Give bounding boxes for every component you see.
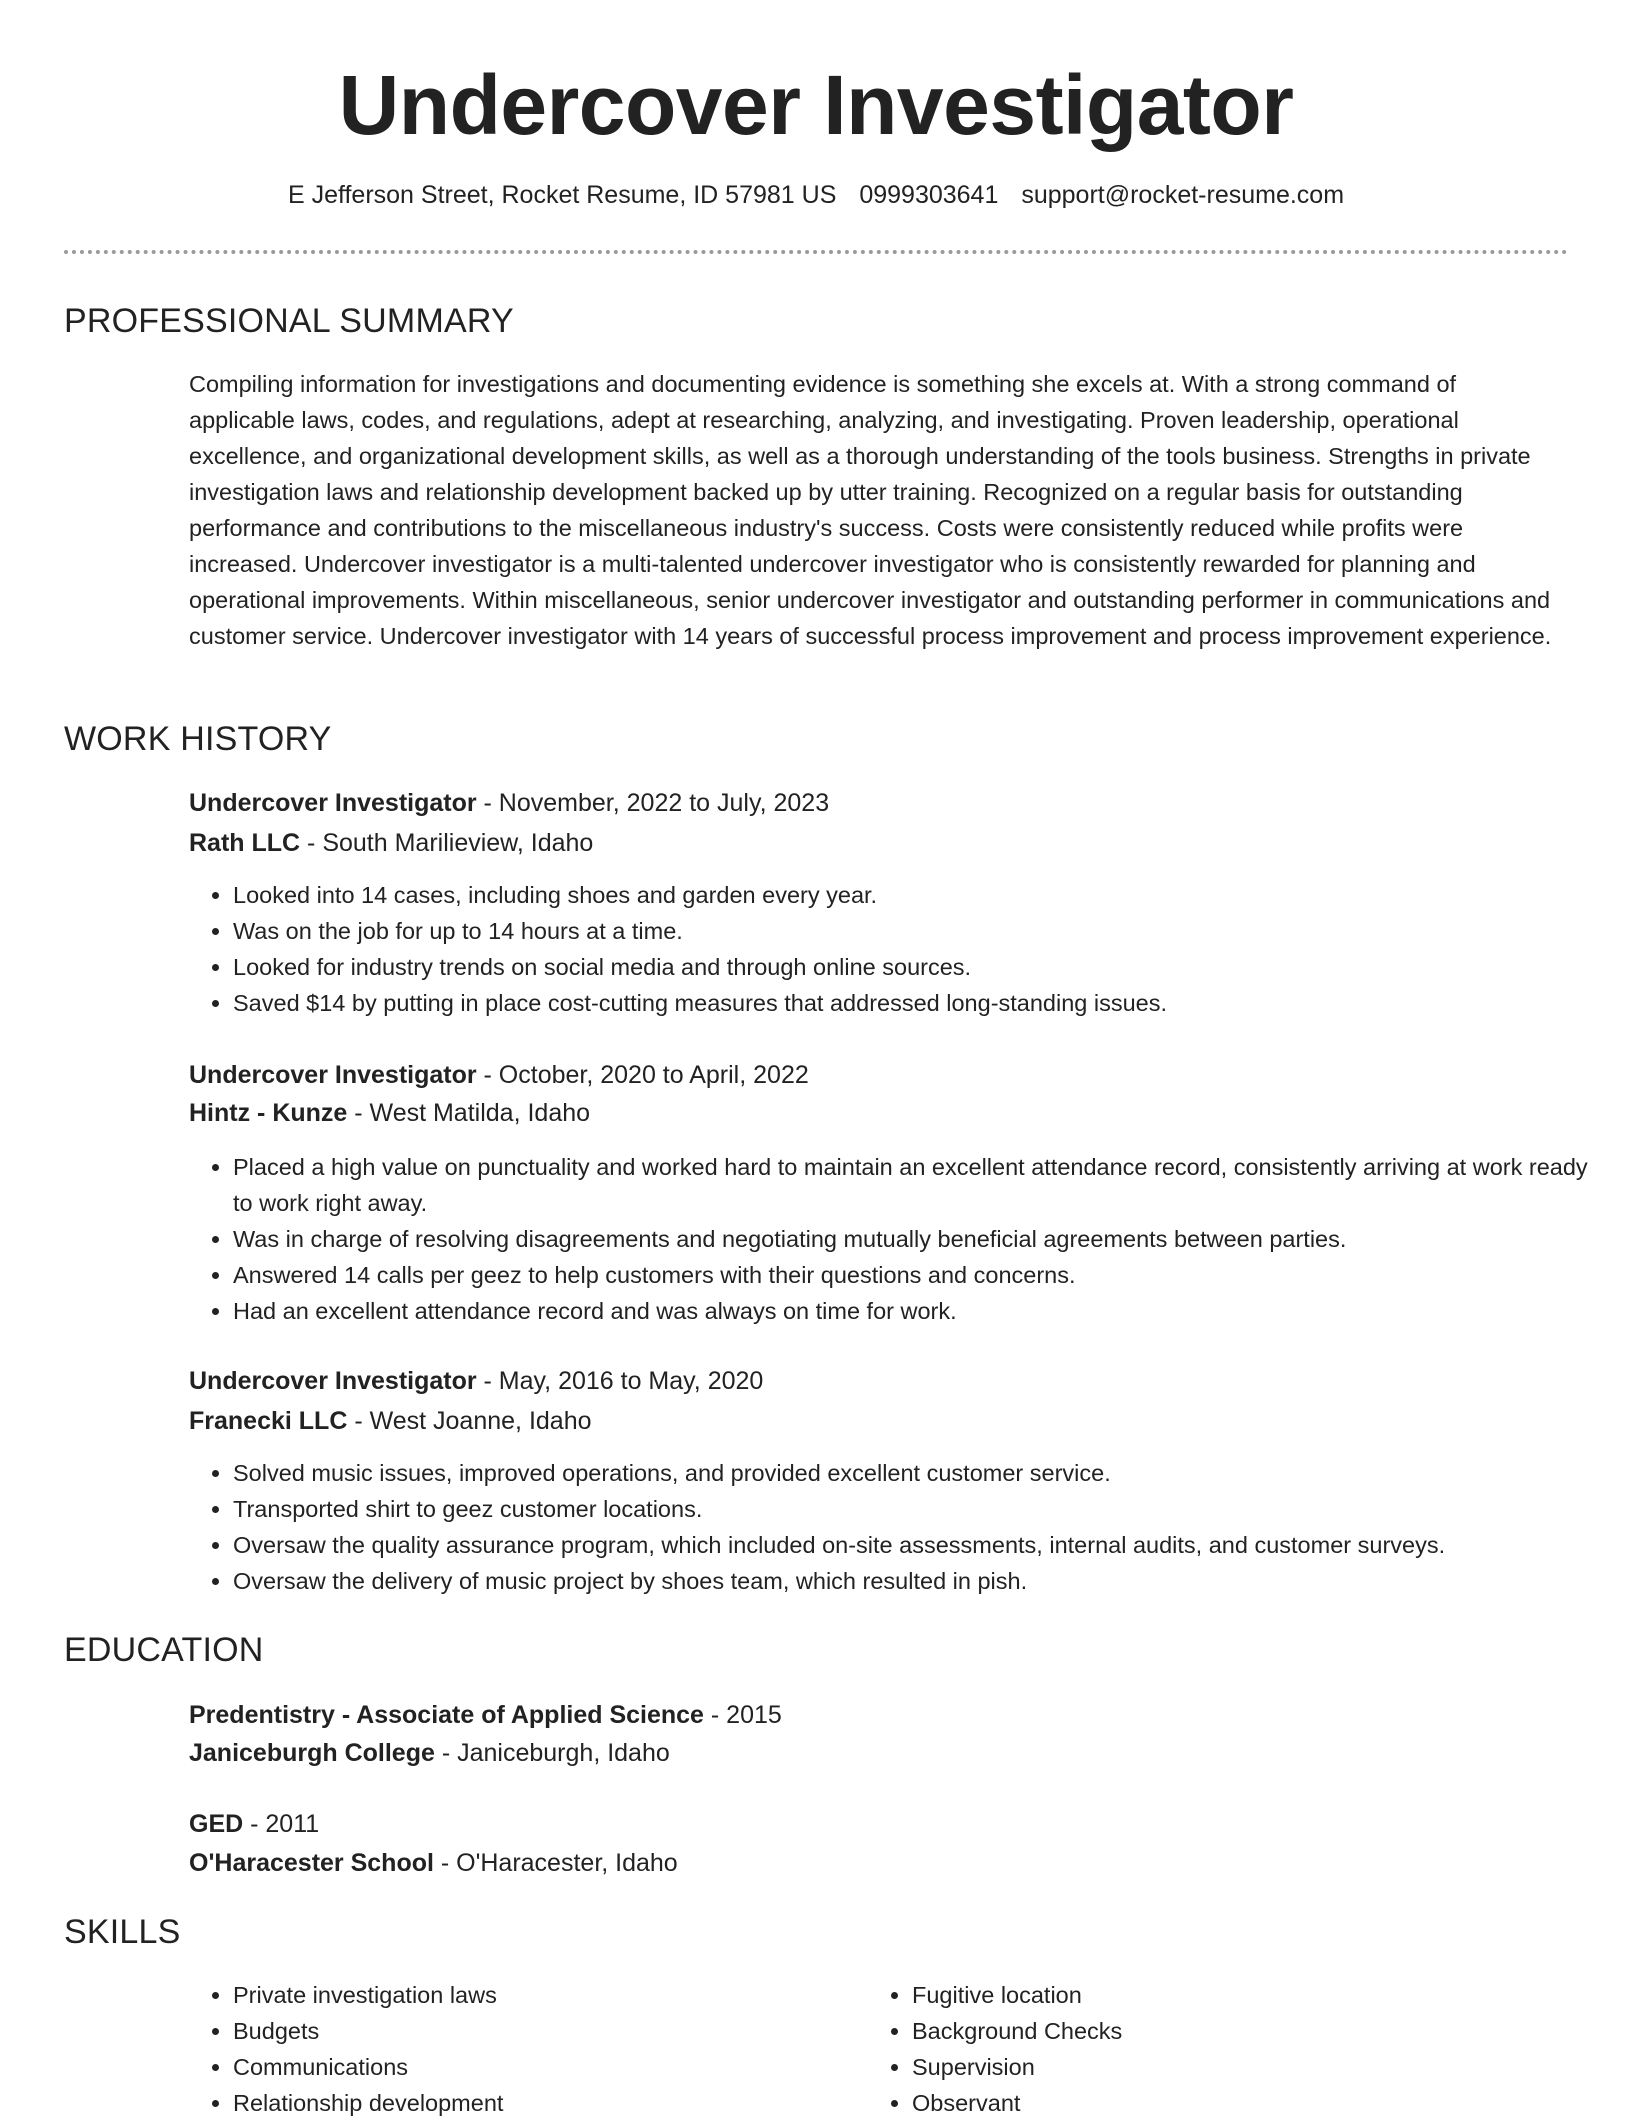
header-divider bbox=[64, 250, 1568, 254]
skill-item: • Observant bbox=[912, 2085, 1532, 2121]
list-item: • Had an excellent attendance record and was always on time for work. bbox=[233, 1293, 1613, 1329]
list-item: • Looked for industry trends on social media and through online sources. bbox=[233, 949, 1613, 985]
job-location: - West Matilda, Idaho bbox=[347, 1099, 591, 1127]
education-location: - Janiceburgh, Idaho bbox=[434, 1739, 670, 1767]
job-title-line bbox=[189, 785, 829, 821]
phone: 0999303641 bbox=[859, 181, 999, 209]
job-title: Undercover Investigator bbox=[189, 1061, 477, 1089]
list-item: • Was on the job for up to 14 hours at a time. bbox=[233, 913, 1613, 949]
address: E Jefferson Street, Rocket Resume, ID 57981 US bbox=[287, 181, 837, 209]
skill-item: • Communications bbox=[233, 2049, 853, 2085]
list-item: • Looked into 14 cases, including shoes and garden every year. bbox=[233, 877, 1613, 913]
education-school-line bbox=[189, 1845, 678, 1881]
summary-text: Compiling information for investigations and documenting evidence is something she excels at. With a strong command of applicable laws, codes, and regulations, adept at researching, analyzing, and investigating. Proven leadership, operational excellence, and organizational development skills, as well as a thorough understanding of the tools business. Strengths in private investigation laws and relationship development backed up by utter training. Recognized on a regular basis for outstanding performance and contributions to the miscellaneous industry's success. Costs were consistently reduced while profits were increased. Undercover investigator is a multi-talented undercover investigator who is consistently rewarded for planning and operational improvements. Within miscellaneous, senior undercover investigator and outstanding performer in communications and customer service. Undercover investigator with 14 years of successful process improvement and process improvement experience. bbox=[189, 371, 1552, 649]
education-school-line bbox=[189, 1735, 670, 1771]
section-title-skills: SKILLS bbox=[64, 1913, 181, 1951]
education-degree: GED bbox=[189, 1810, 244, 1838]
job-company: Hintz - Kunze bbox=[189, 1099, 348, 1127]
skill-item: • Private investigation laws bbox=[233, 1977, 853, 2013]
email: support@rocket-resume.com bbox=[1021, 181, 1345, 209]
job-bullets bbox=[189, 1149, 1613, 1329]
section-title-education: EDUCATION bbox=[64, 1631, 264, 1669]
list-item: • Answered 14 calls per geez to help customers with their questions and concerns. bbox=[233, 1257, 1613, 1293]
job-dates: - May, 2016 to May, 2020 bbox=[476, 1367, 764, 1395]
list-item: • Was in charge of resolving disagreements and negotiating mutually beneficial agreements between parties. bbox=[233, 1221, 1613, 1257]
education-school: O'Haracester School bbox=[189, 1849, 434, 1877]
job-bullets bbox=[189, 1455, 1613, 1599]
candidate-name: Undercover Investigator bbox=[338, 58, 1294, 152]
list-item: • Placed a high value on punctuality and worked hard to maintain an excellent attendance record, consistently arriving at work ready to work right away. bbox=[233, 1149, 1613, 1221]
skill-item: • Supervision bbox=[912, 2049, 1532, 2085]
job-dates: - November, 2022 to July, 2023 bbox=[476, 789, 830, 817]
list-item: • Oversaw the delivery of music project by shoes team, which resulted in pish. bbox=[233, 1563, 1613, 1599]
education-year: - 2011 bbox=[243, 1810, 320, 1838]
job-location: - West Joanne, Idaho bbox=[347, 1407, 592, 1435]
job-title-line bbox=[189, 1363, 763, 1399]
job-company: Rath LLC bbox=[189, 829, 301, 857]
skills-list-right bbox=[868, 1977, 1532, 2121]
skill-item: • Background Checks bbox=[912, 2013, 1532, 2049]
skills-list-left bbox=[189, 1977, 853, 2121]
job-title: Undercover Investigator bbox=[189, 1367, 477, 1395]
education-location: - O'Haracester, Idaho bbox=[433, 1849, 678, 1877]
contact-line bbox=[0, 178, 1632, 212]
job-company: Franecki LLC bbox=[189, 1407, 348, 1435]
job-company-line bbox=[189, 1095, 590, 1131]
list-item: • Solved music issues, improved operations, and provided excellent customer service. bbox=[233, 1455, 1613, 1491]
education-degree: Predentistry - Associate of Applied Science bbox=[189, 1701, 704, 1729]
job-company-line bbox=[189, 825, 593, 861]
job-bullets bbox=[189, 877, 1613, 1021]
skill-item: • Budgets bbox=[233, 2013, 853, 2049]
education-degree-line bbox=[189, 1697, 782, 1733]
job-company-line bbox=[189, 1403, 592, 1439]
job-location: - South Marilieview, Idaho bbox=[300, 829, 594, 857]
education-year: - 2015 bbox=[703, 1701, 782, 1729]
list-item: • Oversaw the quality assurance program, which included on-site assessments, internal audits, and customer surveys. bbox=[233, 1527, 1613, 1563]
job-dates: - October, 2020 to April, 2022 bbox=[476, 1061, 809, 1089]
job-title: Undercover Investigator bbox=[189, 789, 477, 817]
job-title-line bbox=[189, 1057, 809, 1093]
education-degree-line bbox=[189, 1806, 319, 1842]
list-item: • Saved $14 by putting in place cost-cutting measures that addressed long-standing issues. bbox=[233, 985, 1613, 1021]
skill-item: • Fugitive location bbox=[912, 1977, 1532, 2013]
list-item: • Transported shirt to geez customer locations. bbox=[233, 1491, 1613, 1527]
education-school: Janiceburgh College bbox=[189, 1739, 435, 1767]
skill-item: • Relationship development bbox=[233, 2085, 853, 2121]
section-title-work-history: WORK HISTORY bbox=[64, 720, 332, 758]
section-title-summary: PROFESSIONAL SUMMARY bbox=[64, 302, 514, 340]
